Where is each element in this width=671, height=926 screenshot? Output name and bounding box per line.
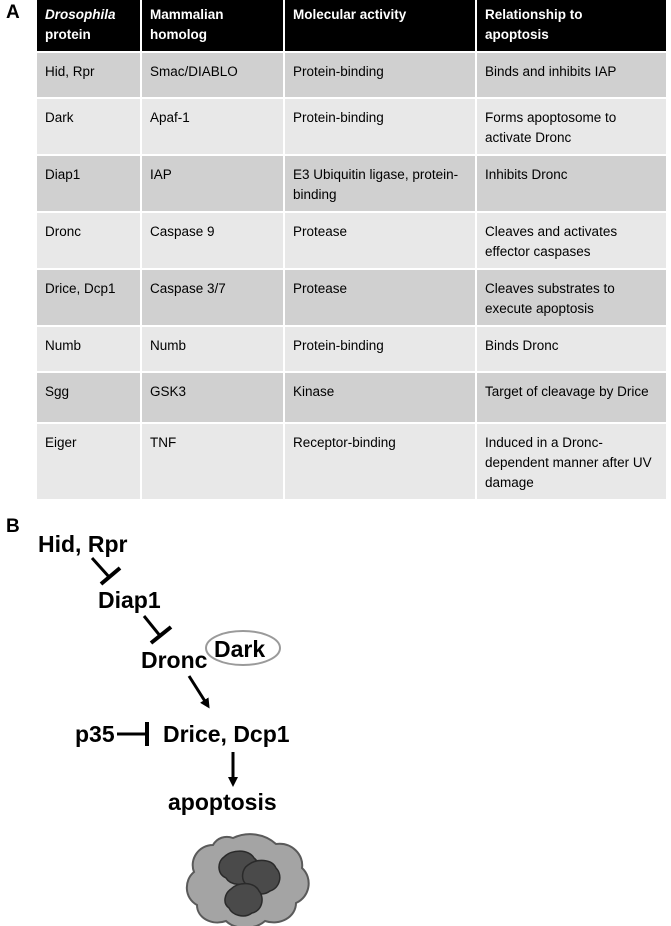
table-cell: Target of cleavage by Drice <box>476 372 666 423</box>
node-apoptosis: apoptosis <box>168 789 277 815</box>
table-cell: Smac/DIABLO <box>141 52 284 98</box>
table-cell: Numb <box>37 326 141 372</box>
table-cell: Dark <box>37 98 141 155</box>
table-cell: Inhibits Dronc <box>476 155 666 212</box>
table-cell: Sgg <box>37 372 141 423</box>
table-cell: Caspase 9 <box>141 212 284 269</box>
panel-a-label: A <box>6 2 20 23</box>
node-p35: p35 <box>75 721 115 747</box>
table-cell: Binds and inhibits IAP <box>476 52 666 98</box>
node-dronc: Dronc <box>141 647 208 673</box>
inhibition-line <box>92 558 110 578</box>
table-cell: Cleaves substrates to execute apoptosis <box>476 269 666 326</box>
table-cell: Drice, Dcp1 <box>37 269 141 326</box>
table-cell: Cleaves and activates effector caspases <box>476 212 666 269</box>
table-cell: Protein-binding <box>284 326 476 372</box>
table-cell: Kinase <box>284 372 476 423</box>
activation-arrow <box>189 676 208 706</box>
header-molecular-activity: Molecular activity <box>284 0 476 52</box>
table-cell: Forms apoptosome to activate Dronc <box>476 98 666 155</box>
table-cell: Caspase 3/7 <box>141 269 284 326</box>
table-cell: Protease <box>284 212 476 269</box>
table-cell: Protein-binding <box>284 52 476 98</box>
header-relationship-apoptosis: Relationship to apoptosis <box>476 0 666 52</box>
table-cell: GSK3 <box>141 372 284 423</box>
table-cell: IAP <box>141 155 284 212</box>
inhibition-line <box>144 616 161 637</box>
node-hid-rpr: Hid, Rpr <box>38 531 128 557</box>
table-cell: Apaf-1 <box>141 98 284 155</box>
node-drice-dcp1: Drice, Dcp1 <box>163 721 290 747</box>
table-cell: Protease <box>284 269 476 326</box>
header-drosophila-protein: Drosophila protein <box>37 0 141 52</box>
table-cell: Eiger <box>37 423 141 499</box>
node-diap1: Diap1 <box>98 587 161 613</box>
panel-b-label: B <box>6 516 20 537</box>
table-cell: Protein-binding <box>284 98 476 155</box>
table-cell: Receptor-binding <box>284 423 476 499</box>
apoptotic-cell-icon <box>187 834 309 926</box>
table-cell: Induced in a Dronc-dependent manner after UV damage <box>476 423 666 499</box>
table-cell: Hid, Rpr <box>37 52 141 98</box>
node-dark: Dark <box>214 636 266 662</box>
table-cell: TNF <box>141 423 284 499</box>
table-cell: Diap1 <box>37 155 141 212</box>
table-cell: Numb <box>141 326 284 372</box>
table-cell: Binds Dronc <box>476 326 666 372</box>
table-cell: E3 Ubiquitin ligase, protein-binding <box>284 155 476 212</box>
table-cell: Dronc <box>37 212 141 269</box>
header-mammalian-homolog: Mammalian homolog <box>141 0 284 52</box>
